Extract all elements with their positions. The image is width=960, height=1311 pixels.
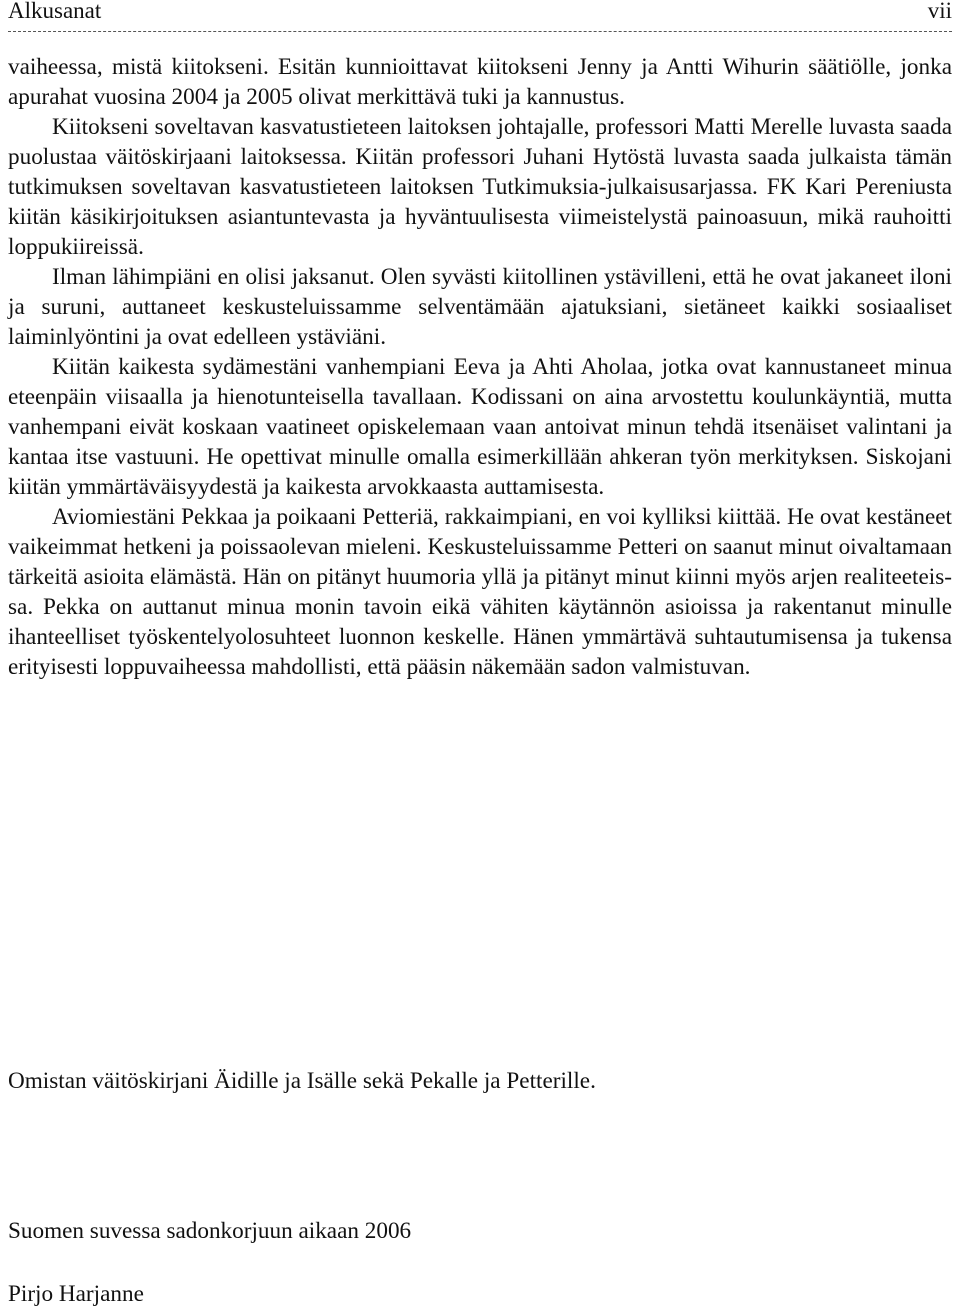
paragraph: Kiitän kaikesta sydämestäni vanhempiani Eeva ja Ahti Aholaa, jotka ovat kannustaneet minua eteenpäin viisaalla ja hienotunteisella tavallaan. Kodissani on aina arvostettu koulunkäyntiä, mutta vanhempani eivät koskaan vaatineet opiskelemaan vaan antoivat minun tehdä itsenäiset valintani ja kantaa itse vastuuni. He opettivat minulle omalla esimerkillään ahkeran työn merkityksen. Siskojani kiitän ymmärtäväisyydestä ja kaikesta arvokkaasta auttamisesta. <box>8 354 952 500</box>
paragraph: Aviomiestäni Pekkaa ja poikaani Petteriä, rakkaimpiani, en voi kylliksi kiittää. He ovat kestäneet vaikeimmat hetkeni ja poissaolevan mieleni. Keskusteluissamme Petteri on saanut minut oivaltamaan tärkeitä asioita elämästä. Hän on pitänyt huumoria yllä ja pitänyt minut kiinni myös arjen realiteeteissa. Pekka on auttanut minua monin tavoin eikä vähiten käytännön asioissa ja rakentanut minulle ihanteelliset työskentelyolosuhteet luonnon keskelle. Hänen ymmärtävä suhtautumisensa ja tukensa erityisesti loppuvaiheessa mahdollisti, että pääsin näkemään sadon valmistuvan. <box>8 504 952 680</box>
header-divider <box>8 31 952 32</box>
paragraph: vaiheessa, mistä kiitokseni. Esitän kunnioittavat kiitokseni Jenny ja Antti Wihurin säätiölle, jonka apurahat vuosina 2004 ja 2005 olivat merkittävä tuki ja kannustus. <box>8 54 952 110</box>
document-page <box>8 0 952 1311</box>
place-and-date: Suomen suvessa sadonkorjuun aikaan 2006 <box>8 1218 412 1244</box>
paragraph: Ilman lähimpiäni en olisi jaksanut. Olen syvästi kiitollinen ystävilleni, että he ovat jakaneet iloni ja suruni, auttaneet keskusteluissamme selventämään ajatuksiani, sietäneet kaikki sosiaaliset laiminlyöntini ja ovat edelleen ystäviäni. <box>8 264 952 350</box>
running-header <box>8 0 952 30</box>
preface-body <box>8 52 952 682</box>
section-title: Alkusanat <box>8 0 102 23</box>
dedication: Omistan väitöskirjani Äidille ja Isälle sekä Pekalle ja Petterille. <box>8 1068 596 1094</box>
page-number: vii <box>927 0 952 23</box>
author-name: Pirjo Harjanne <box>8 1281 144 1307</box>
paragraph: Kiitokseni soveltavan kasvatustieteen laitoksen johtajalle, professori Matti Merelle luvasta saada puolustaa väitöskirjaani laitoksessa. Kiitän professori Juhani Hytöstä luvasta saada julkaista tämän tutkimuksen soveltavan kasvatustieteen laitoksen Tutkimuksia-julkaisusarjassa. FK Kari Pereniusta kiitän käsikirjoituksen asiantuntevasta ja hyväntuulisesta viimeistelystä painoasuun, mikä rauhoitti loppukiireissä. <box>8 114 952 260</box>
